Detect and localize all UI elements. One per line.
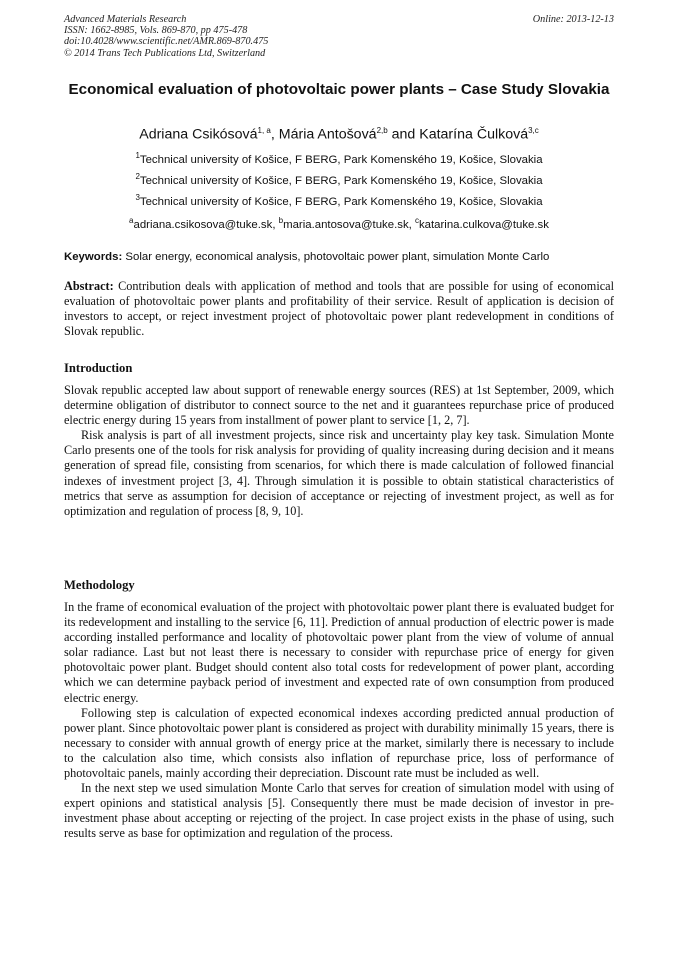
- email-mark: a: [129, 216, 134, 225]
- paragraph: In the next step we used simulation Monte Carlo that serves for creation of simulation model with using of expert opinions and statistical analysis [5]. Consequently there must be made decision of investor in pre-investment phase about accepting or rejecting of the project. In case project exists in the phase of using, such results serve as base for optimization and regulation of the process.: [64, 781, 614, 841]
- affiliation-mark: 1: [135, 151, 140, 160]
- affiliation-3: [64, 191, 614, 209]
- journal-header: [64, 14, 268, 59]
- journal-name: Advanced Materials Research: [64, 14, 187, 25]
- abstract-label: Abstract:: [64, 279, 114, 293]
- methodology-body: [64, 600, 614, 842]
- author-name: Katarína Čulková: [419, 126, 529, 143]
- affiliation-mark: 2: [135, 172, 140, 181]
- copyright-line: © 2014 Trans Tech Publications Ltd, Switzerland: [64, 47, 266, 59]
- email-link[interactable]: maria.antosova@tuke.sk,: [283, 218, 415, 231]
- paper-title: Economical evaluation of photovoltaic power plants – Case Study Slovakia: [68, 81, 610, 98]
- author-affiliation-mark: 1, a: [257, 126, 271, 135]
- paragraph: Risk analysis is part of all investment projects, since risk and uncertainty play key task. Simulation Monte Carlo presents one of the tools for risk analysis for providing of quality increasing during decision and it means generation of spread file, consisting from scenarios, for which there is made calculation of followed financial indexes of investment project [3, 4]. Through simulation it is possible to obtain statistical characteristics of metrics that serve as assumption for decision of acceptance or rejecting of investment project, as well as for optimization and regulation of process [8, 9, 10].: [64, 428, 614, 518]
- email-link[interactable]: katarina.culkova@tuke.sk: [418, 218, 549, 231]
- email-mark: c: [414, 216, 419, 225]
- affiliation-mark: 3: [135, 193, 140, 202]
- introduction-body: [64, 383, 614, 519]
- email-mark: b: [278, 216, 284, 225]
- author-name: Mária Antošová: [278, 126, 377, 143]
- email-link[interactable]: adriana.csikosova@tuke.sk,: [133, 218, 279, 231]
- author-separator: and: [387, 126, 420, 143]
- paragraph: In the frame of economical evaluation of the project with photovoltaic power plant there is evaluated budget for its redevelopment and installing to the service [6, 11]. Prediction of annual production of electric power is made according installed performance and locality of photovoltaic power plant from the view of volume of annual solar radiance. Last but not least there is necessary to consider with repurchase price of energy for given photovoltaic power plant. Budget should content also total costs for redevelopment of power plant, according which we can determine payback period of investment and expected rate of own consumption from produced electric energy.: [64, 600, 614, 705]
- email-list: [64, 214, 614, 232]
- affiliation-text: Technical university of Košice, F BERG, Park Komenského 19, Košice, Slovakia: [139, 174, 543, 187]
- paragraph: Slovak republic accepted law about support of renewable energy sources (RES) at 1st September, 2009, which determine obligation of distributor to connect source to the net and it guarantees repurchase price of produced electric energy during 15 years from installment of power plant to service [1, 2, 7].: [64, 383, 614, 428]
- doi-line: doi:10.4028/www.scientific.net/AMR.869-870.475: [64, 36, 269, 48]
- online-date: Online: 2013-12-13: [532, 14, 614, 25]
- issn-line: ISSN: 1662-8985, Vols. 869-870, pp 475-478: [64, 25, 248, 37]
- paragraph: Following step is calculation of expected economical indexes according predicted annual production of power plant. Since photovoltaic power plant is considered as project with durability minimally 15 years, there is necessary to consider with annual growth of energy price at the market, similarly there is necessary to include to the calculation also time, which consists also inflation of repurchase price, loss of performance of photovoltaic panels, mainly according their depreciation. Discount rate must be included as well.: [64, 705, 614, 781]
- keywords: [64, 250, 616, 264]
- author-affiliation-mark: 2,b: [376, 126, 388, 135]
- author-affiliation-mark: 3,c: [528, 126, 539, 135]
- keywords-text: Solar energy, economical analysis, photovoltaic power plant, simulation Monte Carlo: [122, 251, 550, 263]
- affiliation-1: [64, 149, 614, 167]
- section-heading-introduction: Introduction: [64, 361, 133, 375]
- author-separator: ,: [270, 126, 279, 143]
- affiliation-text: Technical university of Košice, F BERG, Park Komenského 19, Košice, Slovakia: [139, 195, 543, 208]
- keywords-label: Keywords:: [64, 251, 123, 263]
- affiliation-text: Technical university of Košice, F BERG, Park Komenského 19, Košice, Slovakia: [139, 153, 543, 166]
- section-heading-methodology: Methodology: [64, 578, 135, 592]
- author-list: [64, 122, 614, 144]
- author-name: Adriana Csikósová: [139, 126, 258, 143]
- abstract: [64, 279, 614, 339]
- abstract-text: Contribution deals with application of method and tools that are possible for using of economical evaluation of photovoltaic power plants and profitability of their service. Result of application is decision of investors to accept, or reject investment project of photovoltaic power plant redevelopment in conditions of Slovak republic.: [64, 279, 614, 339]
- affiliation-2: [64, 170, 614, 188]
